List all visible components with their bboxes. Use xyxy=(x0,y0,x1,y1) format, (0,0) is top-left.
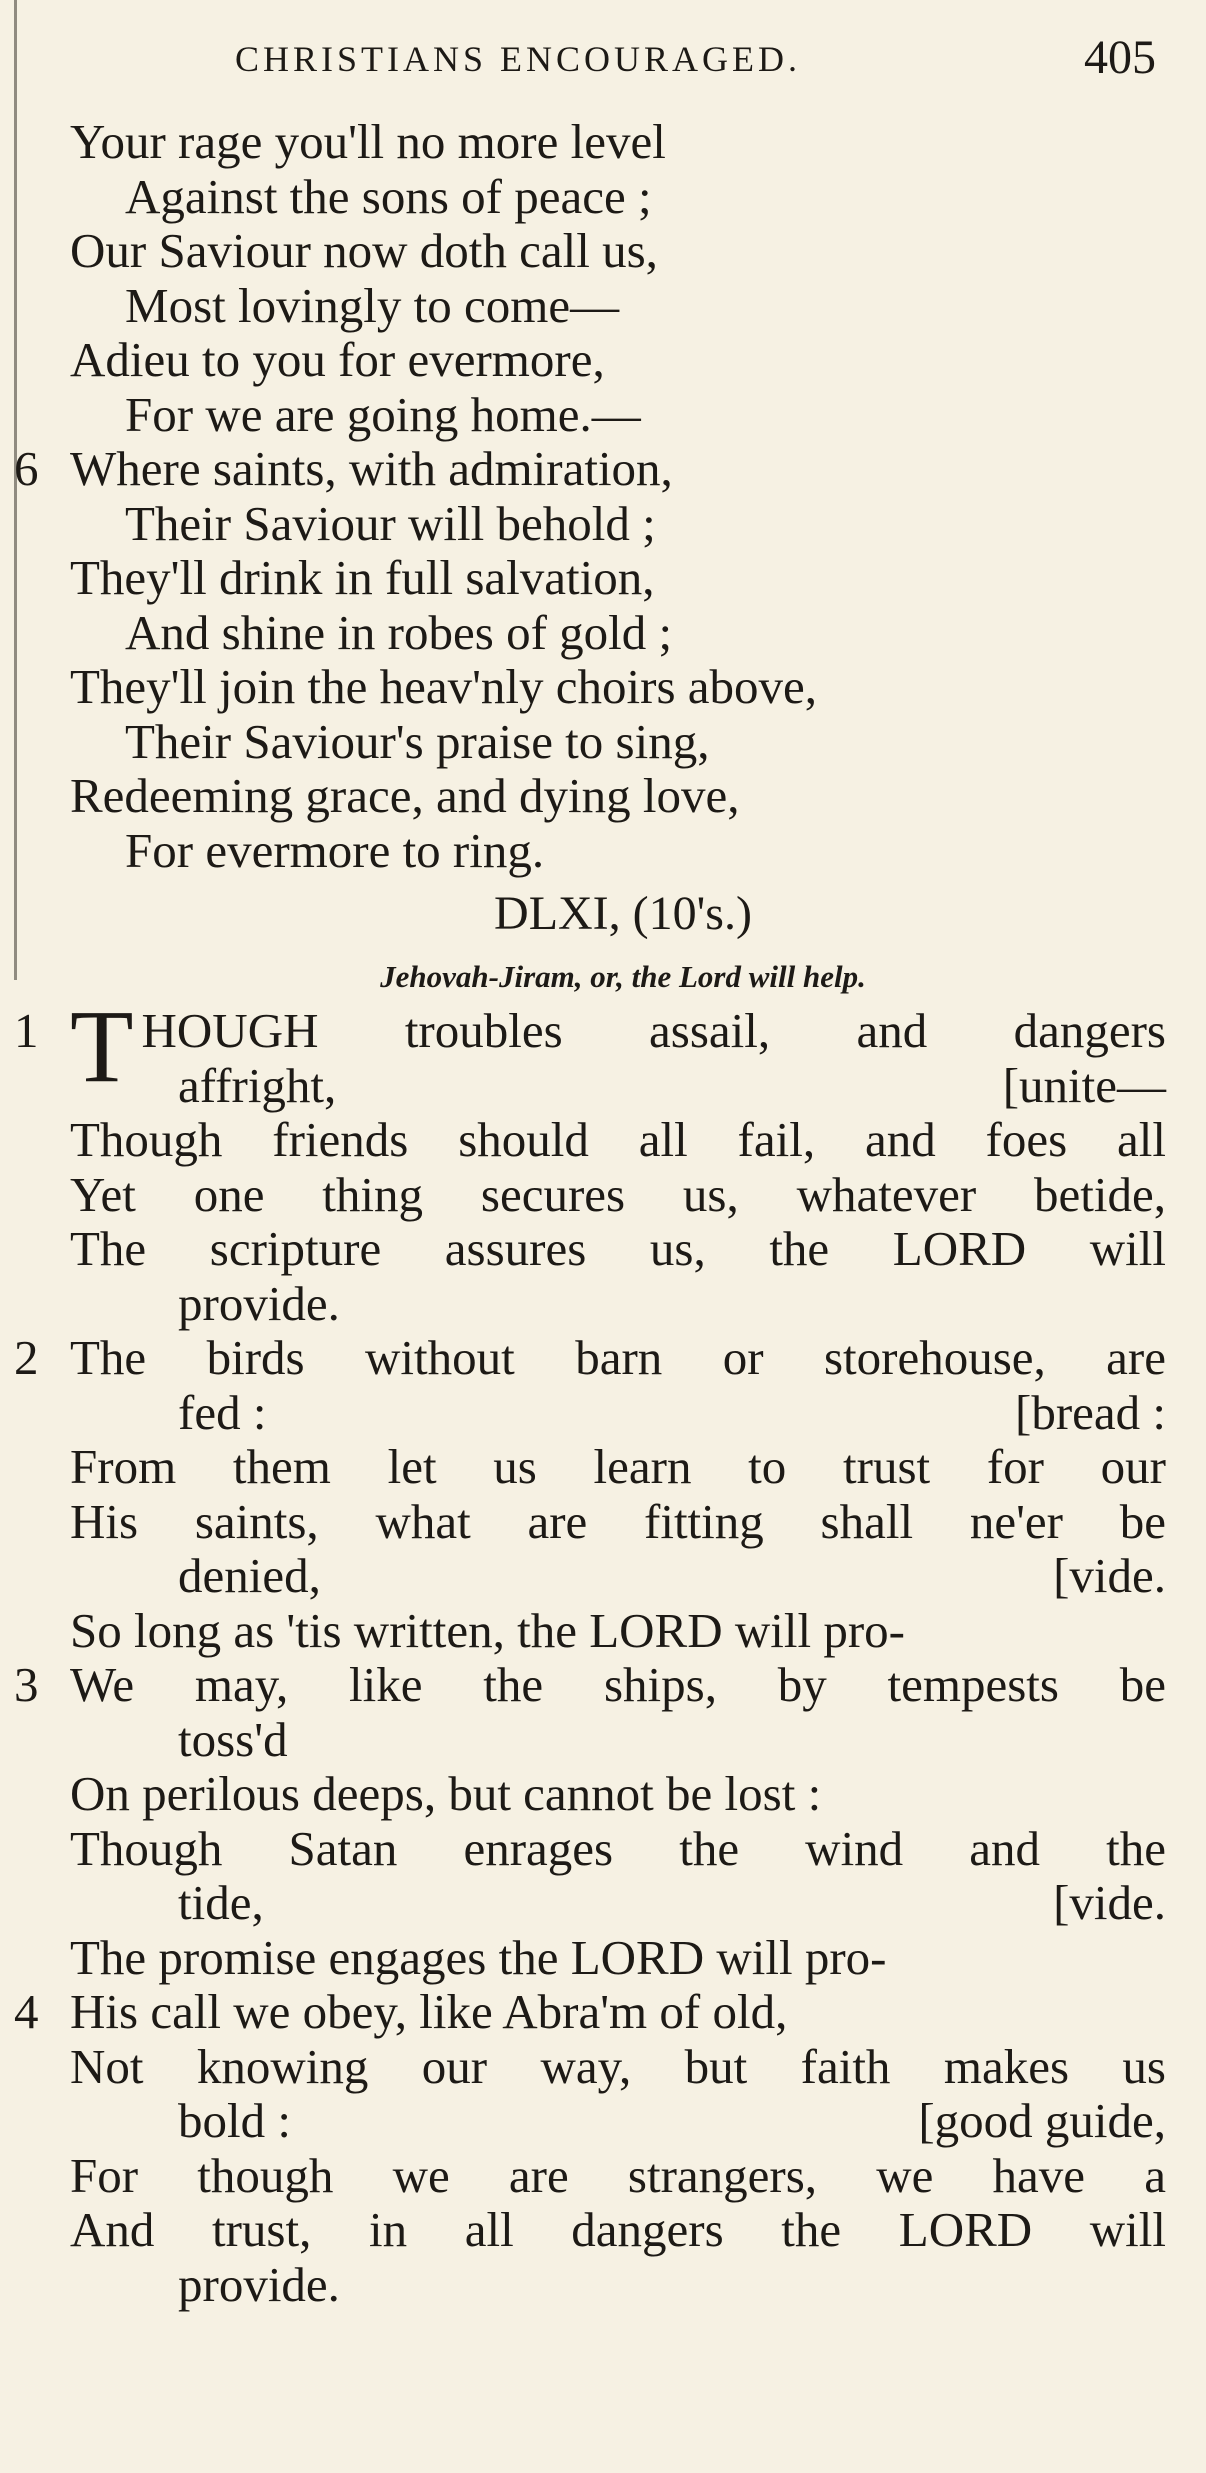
verse-line: The promise engages the LORD will pro- xyxy=(70,1929,887,1985)
verse-line: And shine in robes of gold ; xyxy=(125,604,673,660)
hymn-text xyxy=(0,115,1206,2312)
hymn-title: DLXI, (10's.) xyxy=(494,887,752,940)
verse-line xyxy=(0,2094,1206,2149)
verse-line-text: His call we obey, like Abra'm of old, xyxy=(70,1984,788,2039)
turnover-text: [unite— xyxy=(1002,1057,1166,1113)
turnover-text: [bread : xyxy=(1015,1384,1166,1440)
page-number: 405 xyxy=(1084,31,1156,84)
stanza-number: 6 xyxy=(14,441,39,496)
verse-line: Though Satan enrages the wind and the xyxy=(70,1820,1166,1876)
verse-line: Your rage you'll no more level xyxy=(70,114,666,169)
stanza-number: 3 xyxy=(14,1657,39,1712)
verse-line xyxy=(0,1059,1206,1114)
verse-line: provide. xyxy=(178,2256,340,2312)
drop-cap: T xyxy=(70,989,134,1104)
verse-line: For we are going home.— xyxy=(125,386,641,442)
verse-line xyxy=(0,1876,1206,1931)
verse-line-text: fed : xyxy=(178,1384,267,1440)
verse-line-text: bold : xyxy=(178,2093,291,2148)
verse-line: Their Saviour's praise to sing, xyxy=(125,713,710,769)
verse-line-text: affright, xyxy=(178,1057,337,1113)
verse-line-text: HOUGH troubles assail, and dangers xyxy=(141,1003,1166,1058)
verse-line xyxy=(0,1549,1206,1604)
verse-line: Redeeming grace, and dying love, xyxy=(70,768,740,823)
verse-line xyxy=(0,1386,1206,1441)
verse-line: They'll join the heav'nly choirs above, xyxy=(70,659,818,714)
running-title: CHRISTIANS ENCOURAGED. xyxy=(235,39,802,79)
verse-line: For though we are strangers, we have a xyxy=(70,2147,1166,2203)
stanza-first-line xyxy=(0,442,1206,497)
verse-line-text: Where saints, with admiration, xyxy=(70,441,673,496)
verse-line: And trust, in all dangers the LORD will xyxy=(70,2202,1166,2257)
turnover-text: [vide. xyxy=(1053,1548,1166,1603)
verse-line: Our Saviour now doth call us, xyxy=(70,223,658,278)
stanza-number: 1 xyxy=(14,1003,39,1058)
verse-line-text: tide, xyxy=(178,1875,264,1930)
verse-line: For evermore to ring. xyxy=(125,822,545,878)
verse-line: His saints, what are fitting shall ne'er be xyxy=(70,1493,1166,1549)
verse-line: On perilous deeps, but cannot be lost : xyxy=(70,1766,822,1821)
turnover-text: [vide. xyxy=(1053,1875,1166,1930)
verse-line: From them let us learn to trust for our xyxy=(70,1439,1166,1494)
stanza-first-line xyxy=(0,1658,1206,1713)
verse-line: Against the sons of peace ; xyxy=(125,168,652,224)
page-header xyxy=(235,30,1166,90)
verse-line: So long as 'tis written, the LORD will pro- xyxy=(70,1602,905,1658)
verse-line: toss'd xyxy=(178,1711,288,1767)
stanza-first-line xyxy=(0,1985,1206,2040)
verse-line: They'll drink in full salvation, xyxy=(70,550,655,605)
tune-name: Jehovah-Jiram, or, the Lord will help. xyxy=(380,959,866,994)
verse-line: Though friends should all fail, and foes all xyxy=(70,1112,1166,1167)
verse-line-text: The birds without barn or storehouse, are xyxy=(70,1330,1166,1385)
verse-line: The scripture assures us, the LORD will xyxy=(70,1221,1166,1276)
verse-line: Yet one thing secures us, whatever betide, xyxy=(70,1166,1166,1222)
verse-line: Adieu to you for evermore, xyxy=(70,332,605,387)
verse-line-text: We may, like the ships, by tempests be xyxy=(70,1657,1166,1712)
verse-line: Their Saviour will behold ; xyxy=(125,495,656,551)
verse-line: Most lovingly to come— xyxy=(125,277,620,333)
stanza-first-line xyxy=(0,1331,1206,1386)
verse-line-text: denied, xyxy=(178,1548,321,1603)
verse-line: Not knowing our way, but faith makes us xyxy=(70,2038,1166,2094)
turnover-text: [good guide, xyxy=(918,2093,1166,2148)
stanza-number: 2 xyxy=(14,1330,39,1385)
verse-line: provide. xyxy=(178,1275,340,1331)
stanza-number: 4 xyxy=(14,1984,39,2039)
